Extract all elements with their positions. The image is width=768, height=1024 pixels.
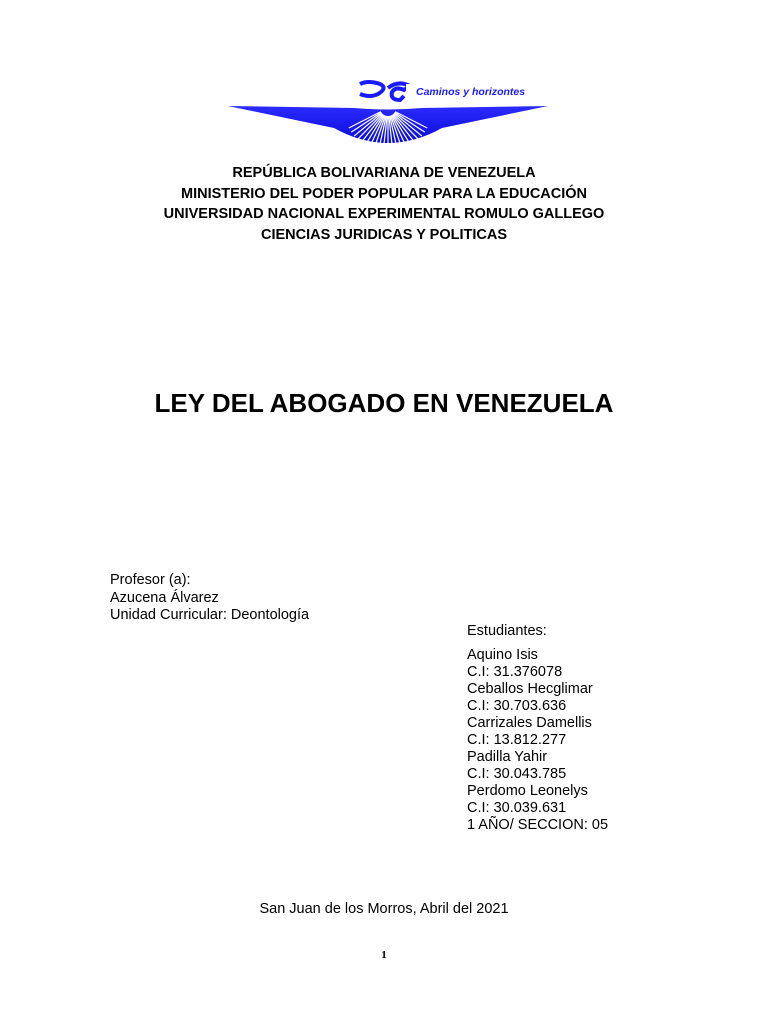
header-line-faculty: CIENCIAS JURIDICAS Y POLITICAS: [260, 226, 507, 243]
student-line: C.I: 13.812.277: [467, 732, 567, 748]
document-title: LEY DEL ABOGADO EN VENEZUELA: [154, 388, 614, 418]
professor-label: Profesor (a):: [110, 572, 191, 588]
students-list: [467, 647, 608, 834]
student-line: C.I: 31.376078: [467, 664, 563, 680]
student-line: Padilla Yahir: [467, 749, 548, 765]
student-line: C.I: 30.039.631: [467, 800, 567, 816]
professor-block: [110, 572, 309, 625]
place-date: San Juan de los Morros, Abril del 2021: [259, 901, 509, 917]
course-name: Unidad Curricular: Deontología: [110, 607, 310, 623]
header-line-ministry: MINISTERIO DEL PODER POPULAR PARA LA EDUCACIÓN: [180, 185, 588, 202]
institution-header: [0, 163, 768, 245]
logo-text: Caminos y horizontes: [416, 86, 526, 98]
student-line: Carrizales Damellis: [467, 715, 592, 731]
student-line: Aquino Isis: [467, 647, 538, 663]
header-line-republic: REPÚBLICA BOLIVARIANA DE VENEZUELA: [232, 165, 536, 181]
header-line-university: UNIVERSIDAD NACIONAL EXPERIMENTAL ROMULO GALLEGO: [163, 206, 605, 222]
student-line: C.I: 30.043.785: [467, 766, 567, 782]
student-line: Perdomo Leonelys: [467, 783, 588, 799]
rg-mark-icon: [360, 82, 410, 100]
professor-name: Azucena Álvarez: [110, 589, 219, 606]
page-number: 1: [381, 949, 387, 961]
student-line: C.I: 30.703.636: [467, 698, 567, 714]
university-logo: [228, 78, 548, 154]
section-line: 1 AÑO/ SECCION: 05: [467, 817, 609, 833]
students-label: Estudiantes:: [467, 623, 547, 639]
student-line: Ceballos Hecglimar: [467, 681, 593, 697]
